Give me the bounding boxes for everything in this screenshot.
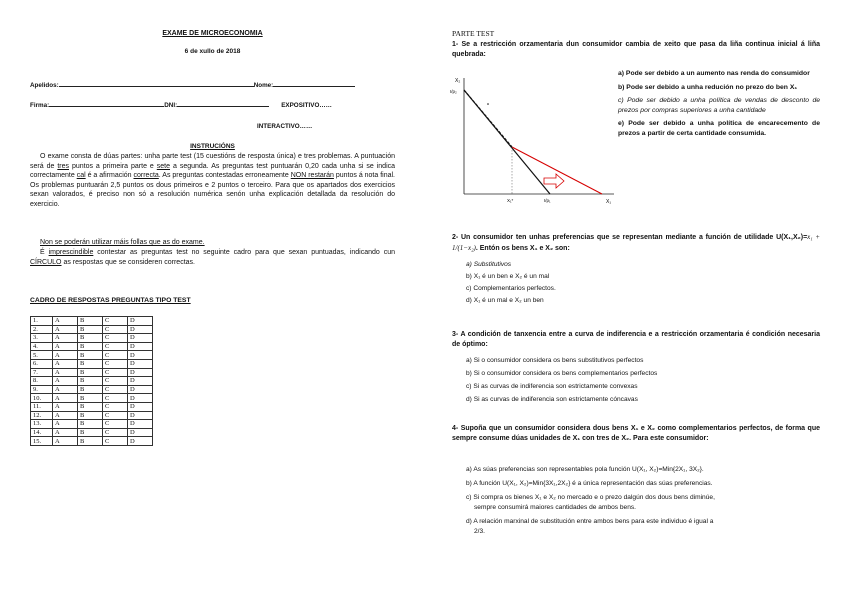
answer-option-c[interactable]: C <box>103 437 128 446</box>
q4-option-d[interactable]: d) A relación marxinal de substitución entre ambos bens para este individuo é igual a <box>466 518 714 525</box>
answer-option-b[interactable]: B <box>78 437 103 446</box>
answer-row <box>31 351 153 360</box>
answer-instructions <box>30 248 395 267</box>
answer-option-c[interactable]: C <box>103 317 128 326</box>
answer-option-c[interactable]: C <box>103 351 128 360</box>
answer-option-c[interactable]: C <box>103 402 128 411</box>
q1-option-a[interactable]: a) Pode ser debido a un aumento nas renda do consumidor <box>618 70 810 77</box>
answer-option-a[interactable]: A <box>53 334 78 343</box>
nome-field[interactable] <box>273 86 355 87</box>
answer-option-a[interactable]: A <box>53 342 78 351</box>
apelidos-row <box>30 82 355 89</box>
text-segment: é a afirmación <box>85 172 134 179</box>
answer-option-b[interactable]: B <box>78 317 103 326</box>
budget-constraint-graph <box>452 74 622 212</box>
answer-option-c[interactable]: C <box>103 394 128 403</box>
instructions-title: INSTRUCIÓNS <box>190 143 235 150</box>
answer-option-d[interactable]: D <box>128 428 153 437</box>
answer-row <box>31 437 153 446</box>
q3-options <box>466 356 816 405</box>
firma-field[interactable] <box>49 106 164 107</box>
answer-option-b[interactable]: B <box>78 385 103 394</box>
answer-option-a[interactable]: A <box>53 385 78 394</box>
q3-option-d[interactable]: d) Si as curvas de indiferencia son estrictamente cóncavas <box>466 396 638 403</box>
answer-option-c[interactable]: C <box>103 334 128 343</box>
question-number: 13. <box>31 420 53 429</box>
answer-option-b[interactable]: B <box>78 368 103 377</box>
no-extra-sheets-note: Non se poderán utilizar máis follas que as do exame. <box>40 239 205 246</box>
answer-option-a[interactable]: A <box>53 402 78 411</box>
dni-field[interactable] <box>177 106 269 107</box>
q1-stem: 1- Se a restricción orzamentaria dun consumidor cambia de xeito que pasa da liña continua inicial á liña quebrada: <box>452 41 820 58</box>
question-number: 6. <box>31 359 53 368</box>
answer-option-b[interactable]: B <box>78 420 103 429</box>
q2-option-c[interactable]: c) Complementarios perfectos. <box>466 285 556 292</box>
question-number: 9. <box>31 385 53 394</box>
nome-label: Nome: <box>253 82 274 89</box>
text-segment: as respostas que se consideren correctas. <box>61 258 195 266</box>
q1-options <box>618 69 820 139</box>
answer-option-d[interactable]: D <box>128 317 153 326</box>
question-number: 12. <box>31 411 53 420</box>
answer-option-d[interactable]: D <box>128 402 153 411</box>
answer-option-c[interactable]: C <box>103 377 128 386</box>
y-intercept-label: I/p₂ <box>450 89 457 94</box>
q2-option-d[interactable]: d) X₁ é un mal e X₂ un ben <box>466 297 544 304</box>
answer-row <box>31 359 153 368</box>
answer-option-c[interactable]: C <box>103 359 128 368</box>
answer-option-b[interactable]: B <box>78 402 103 411</box>
answer-option-b[interactable]: B <box>78 428 103 437</box>
answer-option-a[interactable]: A <box>53 351 78 360</box>
q4-option-b[interactable]: b) A función U(X₁, X₂)=Min{3X₁,2X₂} é a única representación das súas preferencias. <box>466 480 713 487</box>
question-number: 11. <box>31 402 53 411</box>
answer-row <box>31 394 153 403</box>
question-number: 15. <box>31 437 53 446</box>
question-number: 3. <box>31 334 53 343</box>
text-segment: contestar as preguntas test no seguinte cadro para que sexan puntuadas, indicando cun <box>93 249 395 256</box>
answer-row <box>31 368 153 377</box>
answer-option-b[interactable]: B <box>78 351 103 360</box>
answer-row <box>31 411 153 420</box>
answer-option-a[interactable]: A <box>53 377 78 386</box>
text-segment: tres <box>57 162 69 170</box>
answer-option-d[interactable]: D <box>128 420 153 429</box>
q3-stem: 3- A condición de tanxencia entre a curva de indiferencia e a restricción orzamentaria é condición necesaria de óptimo: <box>452 331 820 348</box>
answer-row <box>31 428 153 437</box>
answer-option-a[interactable]: A <box>53 428 78 437</box>
q1-option-e[interactable]: e) Pode ser debido a unha política de encarecemento de prezos a partir de certa cantidade consumida. <box>618 120 820 137</box>
apelidos-field[interactable] <box>59 86 254 87</box>
answer-option-a[interactable]: A <box>53 317 78 326</box>
answer-option-d[interactable]: D <box>128 394 153 403</box>
text-segment: puntos á nota final. Os problemas puntuarán 2,5 puntos os dous primeiros e 2 puntos o terceiro. Para que os apartados dos exercicios sexan valorados, é preciso non só a resolución numérica senón unha explicación detallada da resolución do exercicio. <box>30 172 396 208</box>
q1-option-c[interactable]: c) Pode ser debido a unha política de vendas de desconto de prezos por compras superiores a unha cantidade <box>618 97 820 114</box>
q3-option-c[interactable]: c) Si as curvas de indiferencia son estrictamente convexas <box>466 383 638 390</box>
question-number: 14. <box>31 428 53 437</box>
q4-option-a[interactable]: a) As súas preferencias son representables pola función U(X₁, X₂)=Min{2X₁, 3X₂}. <box>466 466 704 473</box>
exam-date: 6 de xullo de 2018 <box>184 48 241 55</box>
text-segment: imprescindible <box>48 249 94 256</box>
q4-stem: 4- Supoña que un consumidor considera dous bens X₁ e X₂ como complementarios perfectos, de forma que sempre consume dúas unidades de X₁ con tres de X₂. Para este consumidor: <box>452 425 820 442</box>
question-number: 10. <box>31 394 53 403</box>
answer-option-c[interactable]: C <box>103 411 128 420</box>
answer-option-c[interactable]: C <box>103 342 128 351</box>
y-axis-label: X₂ <box>455 78 461 84</box>
answer-option-b[interactable]: B <box>78 411 103 420</box>
dot-marker <box>487 103 489 105</box>
answer-option-d[interactable]: D <box>128 351 153 360</box>
answer-option-c[interactable]: C <box>103 420 128 429</box>
text-segment: puntos a primeira parte e <box>69 162 157 170</box>
answer-table <box>30 316 153 446</box>
text-segment: cal <box>76 172 86 179</box>
q1-option-b[interactable]: b) Pode ser debido a unha redución no prezo do ben X₁ <box>618 84 798 91</box>
answer-option-a[interactable]: A <box>53 420 78 429</box>
answer-option-a[interactable]: A <box>53 394 78 403</box>
x1-star-label: X₁* <box>507 198 514 203</box>
question-number: 8. <box>31 377 53 386</box>
x-axis-label: X₁ <box>606 199 612 205</box>
q4-option-d-cont[interactable]: 2/3. <box>474 528 485 535</box>
answer-option-d[interactable]: D <box>128 377 153 386</box>
question-number: 7. <box>31 368 53 377</box>
text-segment: . Entón os bens X₁ e X₂ son: <box>475 245 570 252</box>
answer-option-a[interactable]: A <box>53 368 78 377</box>
kinked-segment-upper <box>464 90 512 147</box>
text-segment: correcta <box>133 172 159 179</box>
answer-option-a[interactable]: A <box>53 325 78 334</box>
answer-option-b[interactable]: B <box>78 334 103 343</box>
firma-label: Firma: <box>30 102 50 109</box>
question-number: 1. <box>31 317 53 326</box>
part-test-title: PARTE TEST <box>452 29 495 38</box>
q3-option-a[interactable]: a) Si o consumidor considera os bens substitutivos perfectos <box>466 357 644 364</box>
q2-options <box>466 260 816 306</box>
firma-row <box>30 102 332 109</box>
text-segment: O exame consta de dúas partes: unha parte test (15 cuestións de resposta única) e tres problemas. A puntuación será de <box>30 153 395 170</box>
expositivo-option[interactable]: EXPOSITIVO…… <box>281 102 332 109</box>
answer-option-d[interactable]: D <box>128 437 153 446</box>
question-number: 5. <box>31 351 53 360</box>
answer-option-a[interactable]: A <box>53 411 78 420</box>
q4-options <box>466 465 818 537</box>
answer-option-d[interactable]: D <box>128 325 153 334</box>
answer-option-b[interactable]: B <box>78 377 103 386</box>
x-intercept-label: I/p₁ <box>544 198 551 203</box>
text-segment: NON restarán <box>290 172 334 179</box>
q4-option-c[interactable]: c) Si compra os bienes X₁ e X₂ no mercado e o prezo dalgún dos dous bens diminúe, <box>466 494 715 501</box>
answer-row <box>31 325 153 334</box>
utility-formula: x₁ + 1/(1−x₂) <box>452 233 820 252</box>
shift-arrow-icon <box>544 174 564 188</box>
answer-option-c[interactable]: C <box>103 368 128 377</box>
answer-option-c[interactable]: C <box>103 385 128 394</box>
answer-option-b[interactable]: B <box>78 359 103 368</box>
answer-option-d[interactable]: D <box>128 342 153 351</box>
question-number: 4. <box>31 342 53 351</box>
question-number: 2. <box>31 325 53 334</box>
text-segment: sete <box>156 162 171 170</box>
answer-option-d[interactable]: D <box>128 385 153 394</box>
q2-option-b[interactable]: b) X₁ é un ben e X₂ é un mal <box>466 273 550 280</box>
answer-row <box>31 377 153 386</box>
q3-option-b[interactable]: b) Si o consumidor considera os bens complementarios perfectos <box>466 370 658 377</box>
dni-label: DNI: <box>164 102 178 109</box>
q2-stem <box>452 232 820 254</box>
answer-option-c[interactable]: C <box>103 428 128 437</box>
answer-row <box>31 317 153 326</box>
answer-option-d[interactable]: D <box>128 411 153 420</box>
exam-title: EXAME DE MICROECONOMIA <box>162 30 263 37</box>
text-segment: É <box>40 249 49 256</box>
answer-row <box>31 342 153 351</box>
answer-option-b[interactable]: B <box>78 394 103 403</box>
answer-row <box>31 402 153 411</box>
answer-option-d[interactable]: D <box>128 334 153 343</box>
answer-row <box>31 385 153 394</box>
text-segment: a segunda. As preguntas test puntuarán 0,20 cada unha si se indica correctamente <box>30 162 396 179</box>
q2-option-a[interactable]: a) Substitutivos <box>466 261 512 268</box>
text-segment: . As preguntas contestadas erroneamente <box>158 172 291 179</box>
answer-row <box>31 420 153 429</box>
answer-row <box>31 334 153 343</box>
answer-option-a[interactable]: A <box>53 437 78 446</box>
instructions-paragraph <box>30 152 395 209</box>
interactivo-option[interactable]: INTERACTIVO…… <box>257 123 313 130</box>
text-segment: CÍRCULO <box>30 258 62 266</box>
answer-option-c[interactable]: C <box>103 325 128 334</box>
answer-option-d[interactable]: D <box>128 359 153 368</box>
q4-option-c-cont[interactable]: sempre consumirá maiores cantidades de ambos bens. <box>474 504 636 511</box>
answers-title: CADRO DE RESPOSTAS PREGUNTAS TIPO TEST <box>30 297 191 304</box>
text-segment: 2- Un consumidor ten unhas preferencias que se representan mediante a función de utilidade U(X₁,X₂)= <box>452 234 808 241</box>
answer-option-b[interactable]: B <box>78 342 103 351</box>
answer-option-d[interactable]: D <box>128 368 153 377</box>
apelidos-label: Apelidos: <box>30 82 59 89</box>
answer-option-b[interactable]: B <box>78 325 103 334</box>
answer-option-a[interactable]: A <box>53 359 78 368</box>
